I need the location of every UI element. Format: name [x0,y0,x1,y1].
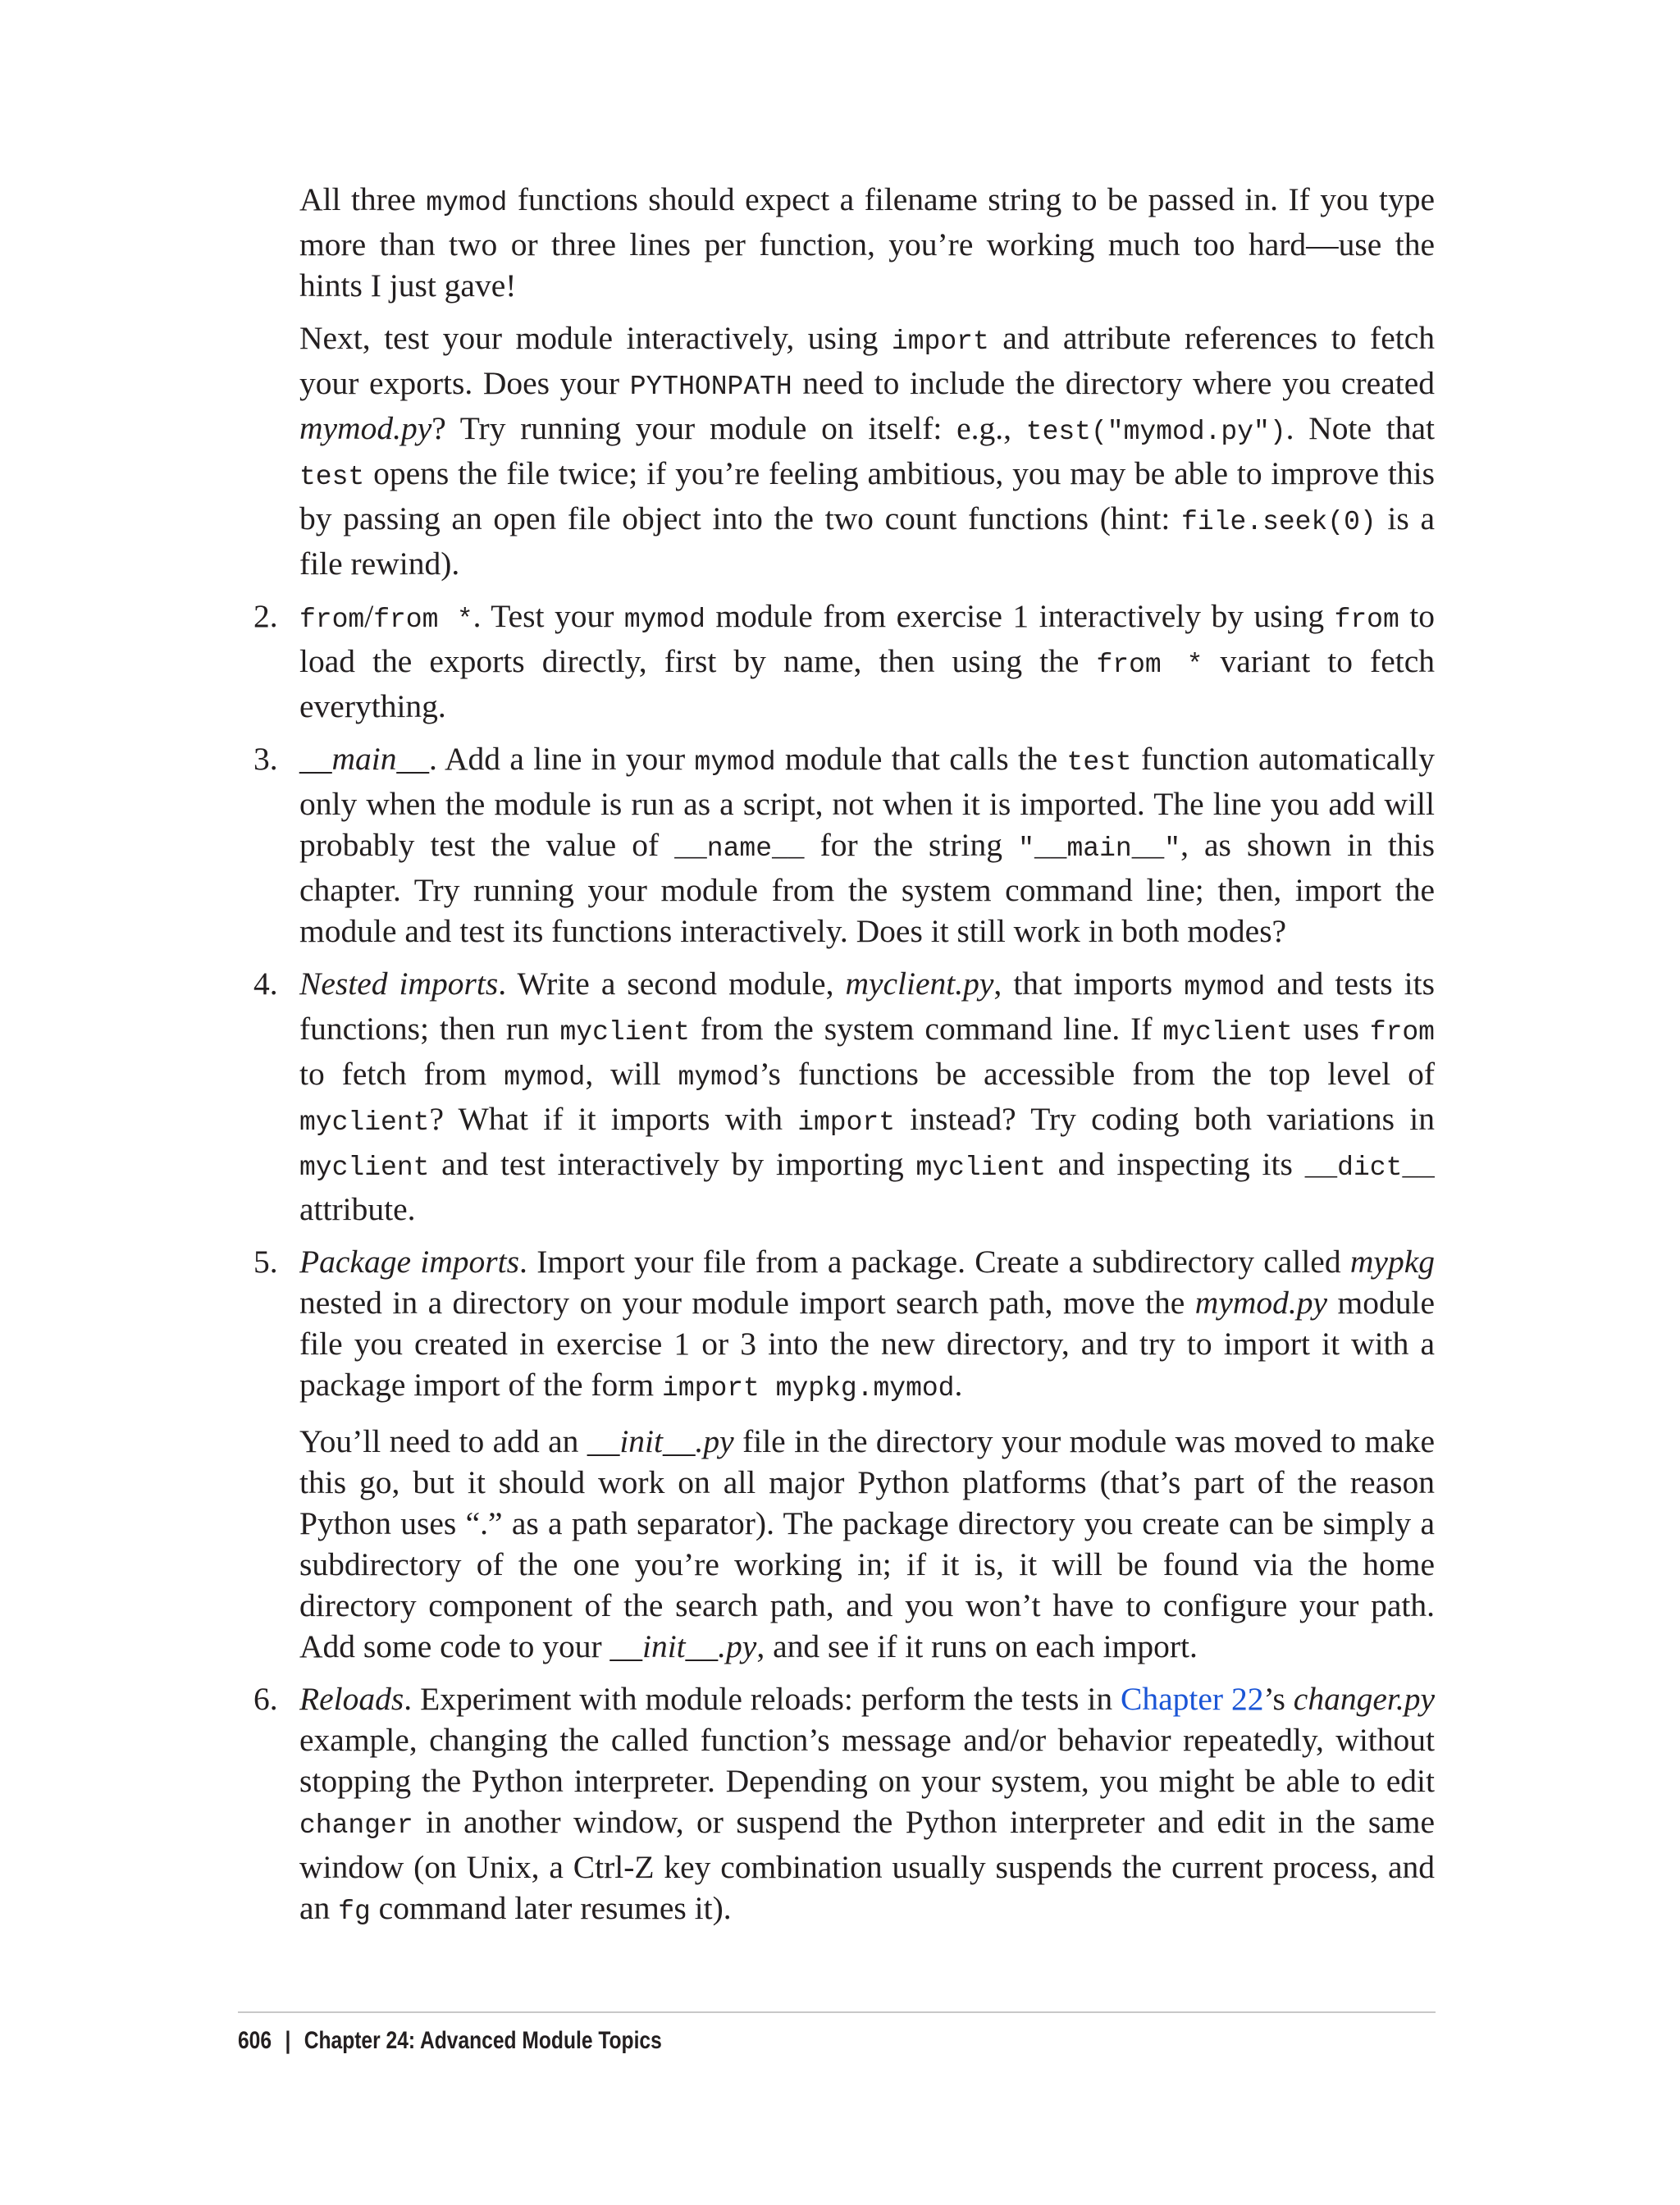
inline-code: myclient [1162,1017,1293,1048]
exercise-item-5 [253,1241,1435,1667]
inline-code: __dict__ [1304,1153,1435,1183]
inline-code: mymod [504,1062,586,1093]
inline-code: "__main__" [1018,833,1181,864]
inline-code: myclient [299,1107,430,1138]
item-text: Package imports. Import your file from a package. Create a subdirectory called mypkg nested in a directory on your module import search path, move the mymod.py module file you created in exercise 1 or 3 into the new directory, and try to import it with a package import of the form import mypkg.mymod. [299,1244,1435,1404]
chapter-22-link[interactable]: Chapter 22 [1121,1681,1264,1717]
inline-code: import [891,326,989,357]
item-text: __main__. Add a line in your mymod module that calls the test function automatically only when the module is run as a script, not when it is imported. The line you add will probably test the value of __name__ for the string "__main__", as shown in this chapter. Try running your module from the system command line; then, import the module and test its functions interactively. Does it still work in both modes? [299,741,1435,949]
footer-rule [238,2011,1436,2013]
inline-code: mymod [426,188,508,218]
inline-code: from * [373,605,473,635]
paragraph-mymod-functions: All three mymod functions should expect a filename string to be passed in. If you type more than two or three lines per function, you’re working much too hard—use the hints I just gave! [299,181,1435,304]
inline-code: from [1369,1017,1435,1048]
page-footer [238,2025,662,2057]
item-number: 3. [253,741,278,777]
inline-code: from [1334,605,1399,635]
footer-chapter-title: Chapter 24: Advanced Module Topics [304,2027,662,2054]
inline-code: test [299,462,365,492]
exercise-item-2 [253,596,1435,727]
footer-separator: | [285,2027,291,2054]
inline-code: __name__ [674,833,805,864]
item-title: Reloads [299,1681,404,1717]
filename: myclient.py [845,966,994,1002]
inline-code: test [1066,747,1132,778]
item-title: __main__ [299,741,429,777]
inline-code: mymod [623,605,705,635]
inline-code: myclient [299,1153,430,1183]
item-text: from/from *. Test your mymod module from exercise 1 interactively by using from to load the exports directly, first by name, then using the from * variant to fetch everything. [299,598,1435,724]
inline-code: mymod [1184,972,1266,1002]
inline-code: changer [299,1810,413,1841]
inline-code: mymod [694,747,776,778]
item-number: 6. [253,1681,278,1717]
inline-code: fg [338,1897,371,1927]
page-number: 606 [238,2027,272,2054]
inline-code: myclient [559,1017,690,1048]
item-number: 4. [253,966,278,1002]
item-title: Package imports [299,1244,520,1280]
directory-name: mypkg [1349,1244,1435,1280]
inline-code: import mypkg.mymod [662,1373,955,1404]
item-title: Nested imports [299,966,499,1002]
inline-code: myclient [915,1153,1046,1183]
filename: mymod.py [1194,1285,1328,1321]
item-text: Reloads. Experiment with module reloads: perform the tests in Chapter 22’s changer.py example, changing the called function’s message and/or behavior repeatedly, without stopping the Python interpreter. Depending on your system, you might be able to edit changer in another window, or suspend the Python interpreter and edit in the same window (on Unix, a Ctrl-Z key combination usually suspends the current process, and an fg command later resumes it). [299,1681,1436,1927]
filename: __init__.py [609,1628,757,1664]
item-text: Nested imports. Write a second module, myclient.py, that imports mymod and tests its functions; then run myclient from the system command line. If myclient uses from to fetch from mymod, will mymod’s functions be accessible from the top level of myclient? What if it imports with import instead? Try coding both variations in myclient and test interactively by importing myclient and inspecting its __dict__ attribute. [299,966,1436,1227]
inline-code: from * [1096,650,1203,680]
item-number: 5. [253,1244,278,1280]
item-text-continued: You’ll need to add an __init__.py file in the directory your module was moved to make this go, but it should work on all major Python platforms (that’s part of the reason Python uses “.” as a path separator). The package directory you create can be simply a subdirectory of the one you’re working in; if it is, it will be found via the home directory component of the search path, and you won’t have to configure your path. Add some code to your __init__.py, and see if it runs on each import. [299,1423,1435,1664]
inline-code: mymod [678,1062,760,1093]
filename: __init__.py [587,1423,734,1459]
inline-code: import [797,1107,896,1138]
exercise-item-6 [253,1678,1436,1933]
exercise-item-3 [253,738,1435,952]
inline-code: PYTHONPATH [629,372,792,402]
inline-code: file.seek(0) [1181,507,1376,537]
exercise-item-4 [253,963,1436,1230]
filename: changer.py [1293,1681,1436,1717]
filename: mymod.py [299,410,432,446]
item-number: 2. [253,598,278,634]
inline-code: from [299,605,365,635]
inline-code: test("mymod.py") [1025,417,1286,447]
paragraph-test-interactively: Next, test your module interactively, using import and attribute references to fetch your exports. Does your PYTHONPATH need to include the directory where you created mymod.py? Try running your module on itself: e.g., test("mymod.py"). Note that test opens the file twice; if you’re feeling ambitious, you may be able to improve this by passing an open file object into the two count functions (hint: file.seek(0) is a file rewind). [299,320,1435,582]
page-body [253,179,1436,1944]
